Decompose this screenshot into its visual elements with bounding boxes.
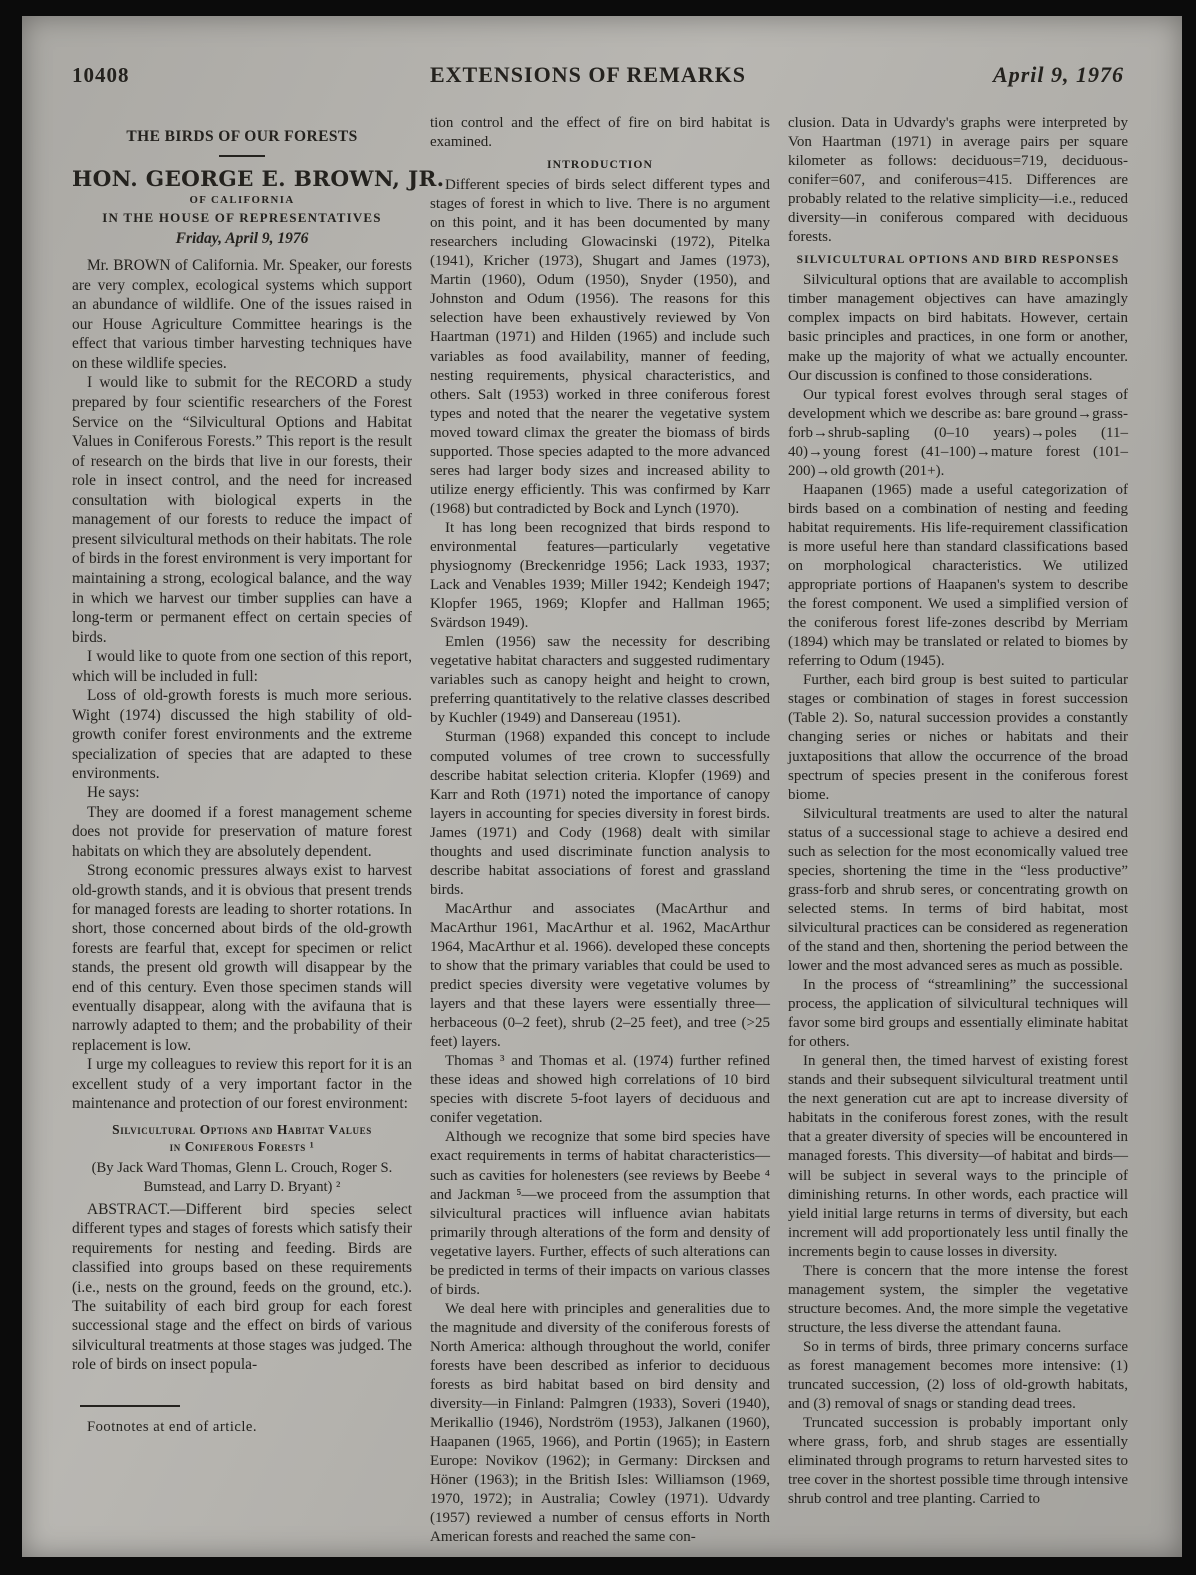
section-heading-introduction: INTRODUCTION (547, 158, 653, 172)
paragraph: ABSTRACT.—Different bird species select different types and stages of forests which satisfy their requirements for nesting and feeding. Birds are classified into groups based on these requirements (i.e., nests on the ground, feeds on the ground, etc.). The suitability of each bird group for each forest successional stage and the effect on birds of various silvicultural treatments at those stages was judged. The role of birds on insect popula- (72, 1200, 412, 1374)
paragraph: Haapanen (1965) made a useful categorization of birds based on a combination of nesting and feeding habitat requirements. His life-requirement classification is more useful here than standard classifications based on morphological characteristics. We utilized appropriate portions of Haapanen's system to describe the forest component. We used a simplified version of the coniferous forest life-zones describd by Merriam (1894) which may be translated or related to biomes by referring to Odum (1945). (788, 481, 1128, 670)
header-date: April 9, 1976 (993, 62, 1124, 87)
paragraph: Thomas ³ and Thomas et al. (1974) further refined these ideas and showed high correlations of 10 bird species with discrete 5-foot layers of deciduous and conifer vegetation. (430, 1053, 770, 1127)
paragraph: tion control and the effect of fire on bird habitat is examined. (430, 115, 770, 151)
paragraph: I would like to quote from one section of this report, which will be included in full: (72, 648, 412, 685)
abstract-paragraphs (72, 1200, 412, 1375)
column-left (72, 114, 445, 1547)
session-date: Friday, April 9, 1976 (175, 230, 309, 247)
column-middle (430, 114, 770, 1547)
paragraph: There is concern that the more intense the forest management system, the simpler the vegetative structure becomes. And, the more simple the vegetative structure, the less diverse the attendant fauna. (788, 1262, 1128, 1336)
paragraph: Different species of birds select different types and stages of forest in which to live. There is no argument on this point, and it has been documented by many researchers including Glowacinski (1972), Pitelka (1941), Kricher (1973), Shugart and James (1973), Martin (1960), Odum (1950), Snyder (1950), and Johnston and Odum (1956). The reasons for this selection have been exhaustively reviewed by Von Haartman (1971) and Hilden (1965) and include such variables as food availability, manner of feeding, nesting requirements, physical characteristics, and others. Salt (1953) worked in three coniferous forest types and noted that the nearer the vegetative system moved toward climax the greater the biomass of birds supported. Those species adapted to the more advanced seres had larger body sizes and increased ability to utilize energy efficiently. This was confirmed by Karr (1968) but contradicted by Bock and Lynch (1970). (430, 177, 770, 517)
paragraph: In general then, the timed harvest of existing forest stands and their subsequent silvicultural treatment until the next generation cut are apt to increase diversity of habitats in the coniferous forest zones, with the result that a greater diversity of species will be encountered in managed forests. This diversity—of habitat and birds—will be subject in several ways to the principle of diminishing returns. In other words, each practice will yield initial large returns in terms of diversity, but each increment will add proportionately less until finally the increments begin to cause losses in diversity. (788, 1053, 1128, 1260)
paragraph: Loss of old-growth forests is much more serious. Wight (1974) discussed the high stability of old-growth conifer forest environments and the extreme specialization of species that are adapted to these environments. (72, 687, 412, 782)
paragraph: I urge my colleagues to review this report for it is an excellent study of a very important factor in the maintenance and protection of our forest environment: (72, 1056, 412, 1113)
middle-continuation (430, 114, 770, 152)
paragraph: Sturman (1968) expanded this concept to include computed volumes of tree crown to successfully describe habitat selection criteria. Klopfer (1969) and Karr and Roth (1971) noted the importance of canopy layers in accounting for species diversity in forest birds. James (1971) and Cody (1968) dealt with similar thoughts and used discriminate function analysis to describe habitat associations of forest and grassland birds. (430, 729, 770, 898)
paragraph: So in terms of birds, three primary concerns surface as forest management becomes more intensive: (1) truncated succession, (2) loss of old-growth habitats, and (3) removal of snags or standing dead trees. (788, 1338, 1128, 1413)
article-title: THE BIRDS OF OUR FORESTS (126, 128, 358, 145)
report-title-line1: Silvicultural Options and Habitat Values (112, 1121, 372, 1137)
speaker-name: HON. GEORGE E. BROWN, JR. (72, 167, 445, 192)
title-divider (219, 155, 265, 157)
paragraph: Truncated succession is probably important only where grass, forb, and shrub stages are essentially eliminated through programs to return harvested sites to tree cover in the shortest possible time through intensive shrub control and tree planting. Carried to (788, 1415, 1128, 1508)
paragraph: MacArthur and associates (MacArthur and MacArthur 1961, MacArthur et al. 1962, MacArthur 1964, MacArthur et al. 1966). developed these concepts to show that the primary variables that could be used to predict species diversity were vegetative volumes by layers and that these layers were essentially three—herbaceous (0–2 feet), shrub (2–25 feet), and tree (>25 feet) layers. (430, 900, 770, 1051)
report-title-line2: in Coniferous Forests ¹ (169, 1138, 315, 1154)
paragraph: Our typical forest evolves through seral stages of development which we describe as: bare ground→grass-forb→shrub-sapling (0–10 years)→poles (11–40)→young forest (41–100)→mature forest (101–200)→old growth (201+). (788, 386, 1128, 479)
paragraph: Although we recognize that some bird species have exact requirements in terms of habitat characteristics—such as cavities for holenesters (see reviews by Beebe ⁴ and Jackman ⁵—we proceed from the assumption that silvicultural practices will influence avian habitats primarily through alterations of the form and density of vegetative layers. Further, effects of such alterations can be predicted in terms of their impacts on various classes of birds. (430, 1129, 770, 1298)
paragraph: Mr. BROWN of California. Mr. Speaker, our forests are very complex, ecological systems which support an abundance of wildlife. One of the issues raised in our House Agriculture Committee hearings is the effect that various timber harvesting techniques have on these wildlife species. (72, 257, 412, 372)
report-title (72, 1122, 412, 1156)
right-paragraphs (788, 271, 1128, 1509)
footnote-divider (80, 1405, 180, 1407)
paragraph: Silvicultural treatments are used to alter the natural status of a successional stage to achieve a desired end such as selection for the most economically valued tree species, shortening the time in the “less productive” grass-forb and shrub seres, or concentrating growth on selected stems. In terms of bird habitat, most silvicultural practices can be considered as regeneration of the stand and then, shortening the period between the lower and the most advanced seres as much as possible. (788, 805, 1128, 975)
paragraph: They are doomed if a forest management scheme does not provide for preservation of mature forest habitats on which they are absolutely dependent. (72, 803, 412, 860)
chamber-line: IN THE HOUSE OF REPRESENTATIVES (102, 210, 382, 225)
page-header (22, 16, 1182, 88)
paragraph: Emlen (1956) saw the necessity for describing vegetative habitat characters and suggested rudimentary variables such as canopy height and height to crown, preferring quantitatively to the relative classes described by Kuchler (1949) and Dansereau (1951). (430, 634, 770, 727)
report-byline: (By Jack Ward Thomas, Glenn L. Crouch, Roger S. Bumstead, and Larry D. Bryant) ² (91, 1160, 393, 1195)
paragraph: Silvicultural options that are available to accomplish timber management objectives can have amazingly complex impacts on bird habitats. However, certain basic principles and practices, in one form or another, make up the majority of what we actually encounter. Our discussion is confined to those considerations. (788, 272, 1128, 384)
header-title: EXTENSIONS OF REMARKS (429, 62, 746, 87)
paragraph: We deal here with principles and generalities due to the magnitude and diversity of the coniferous forests of North America: although throughout the world, conifer forests have been described as inferior to deciduous forests as bird habitat based on bird density and diversity—in Finland: Palmgren (1933), Soveri (1940), Merikallio (1946), Nordström (1953), Jalkanen (1960), Haapanen (1965, 1966), and Portin (1965); in Eastern Europe: Novikov (1962); in Germany: Dircksen and Höner (1963); in the British Isles: Williamson (1969, 1970, 1972); in Australia; Cowley (1971). Udvardy (1957) reviewed a number of census efforts in North American forests and reached the same con- (430, 1300, 770, 1546)
paragraph: Further, each bird group is best suited to particular stages or combination of stages in forest succession (Table 2). So, natural succession provides a constantly changing series or niches or habitats and their juxtapositions that allow the occurrence of the broad spectrum of species present in the coniferous forest biome. (788, 672, 1128, 803)
paragraph: He says: (87, 784, 140, 802)
paragraph: I would like to submit for the RECORD a study prepared by four scientific researchers of the Forest Service on the “Silvicultural Options and Habitat Values in Coniferous Forests.” This report is the result of research on the birds that live in our forests, their role in insect control, and the need for increased consultation with biological experts in the management of our forests to reduce the impact of present silvicultural methods on their habitats. The role of birds in the forest environment is very important for maintaining a strong, ecological balance, and the way in which we harvest our timber supplies can have a long-term or permanent effect on certain species of birds. (72, 374, 412, 646)
column-right (788, 114, 1128, 1547)
paragraph: Strong economic pressures always exist to harvest old-growth stands, and it is obvious that present trends for managed forests are leading to shorter rotations. In short, those concerned about birds of the old-growth forests are fearful that, except for specimen or relict stands, the present old growth will disappear by the end of this century. Even those specimen stands will eventually disappear, along with the avifauna that is narrowly adapted to them; and the probability of their replacement is low. (72, 862, 412, 1054)
middle-paragraphs (430, 176, 770, 1547)
paragraph: clusion. Data in Udvardy's graphs were interpreted by Von Haartman (1971) in average pairs per square kilometer as follows: deciduous=719, deciduous-conifer=607, and coniferous=415. Differences are probably related to the relative simplicity—i.e., reduced diversity—in coniferous compared with deciduous forests. (788, 115, 1128, 246)
newspaper-page (22, 16, 1182, 1557)
paragraph: In the process of “streamlining” the successional process, the application of silvicultural techniques will favor some bird groups and essentially eliminate habitat for others. (788, 977, 1128, 1051)
right-continuation (788, 114, 1128, 247)
section-heading-silvicultural-options: SILVICULTURAL OPTIONS AND BIRD RESPONSES (796, 253, 1120, 267)
footnote-text: Footnotes at end of article. (87, 1418, 258, 1435)
speech-paragraphs (72, 256, 412, 1114)
column-layout (22, 88, 1182, 1547)
paragraph: It has long been recognized that birds respond to environmental features—particularly vegetative physiognomy (Breckenridge 1956; Lack 1933, 1937; Lack and Venables 1939; Miller 1942; Kendeigh 1947; Klopfer 1965, 1969; Klopfer and Hallman 1965; Svärdson 1949). (430, 519, 770, 632)
page-number: 10408 (72, 63, 130, 87)
speaker-state: OF CALIFORNIA (189, 194, 295, 206)
